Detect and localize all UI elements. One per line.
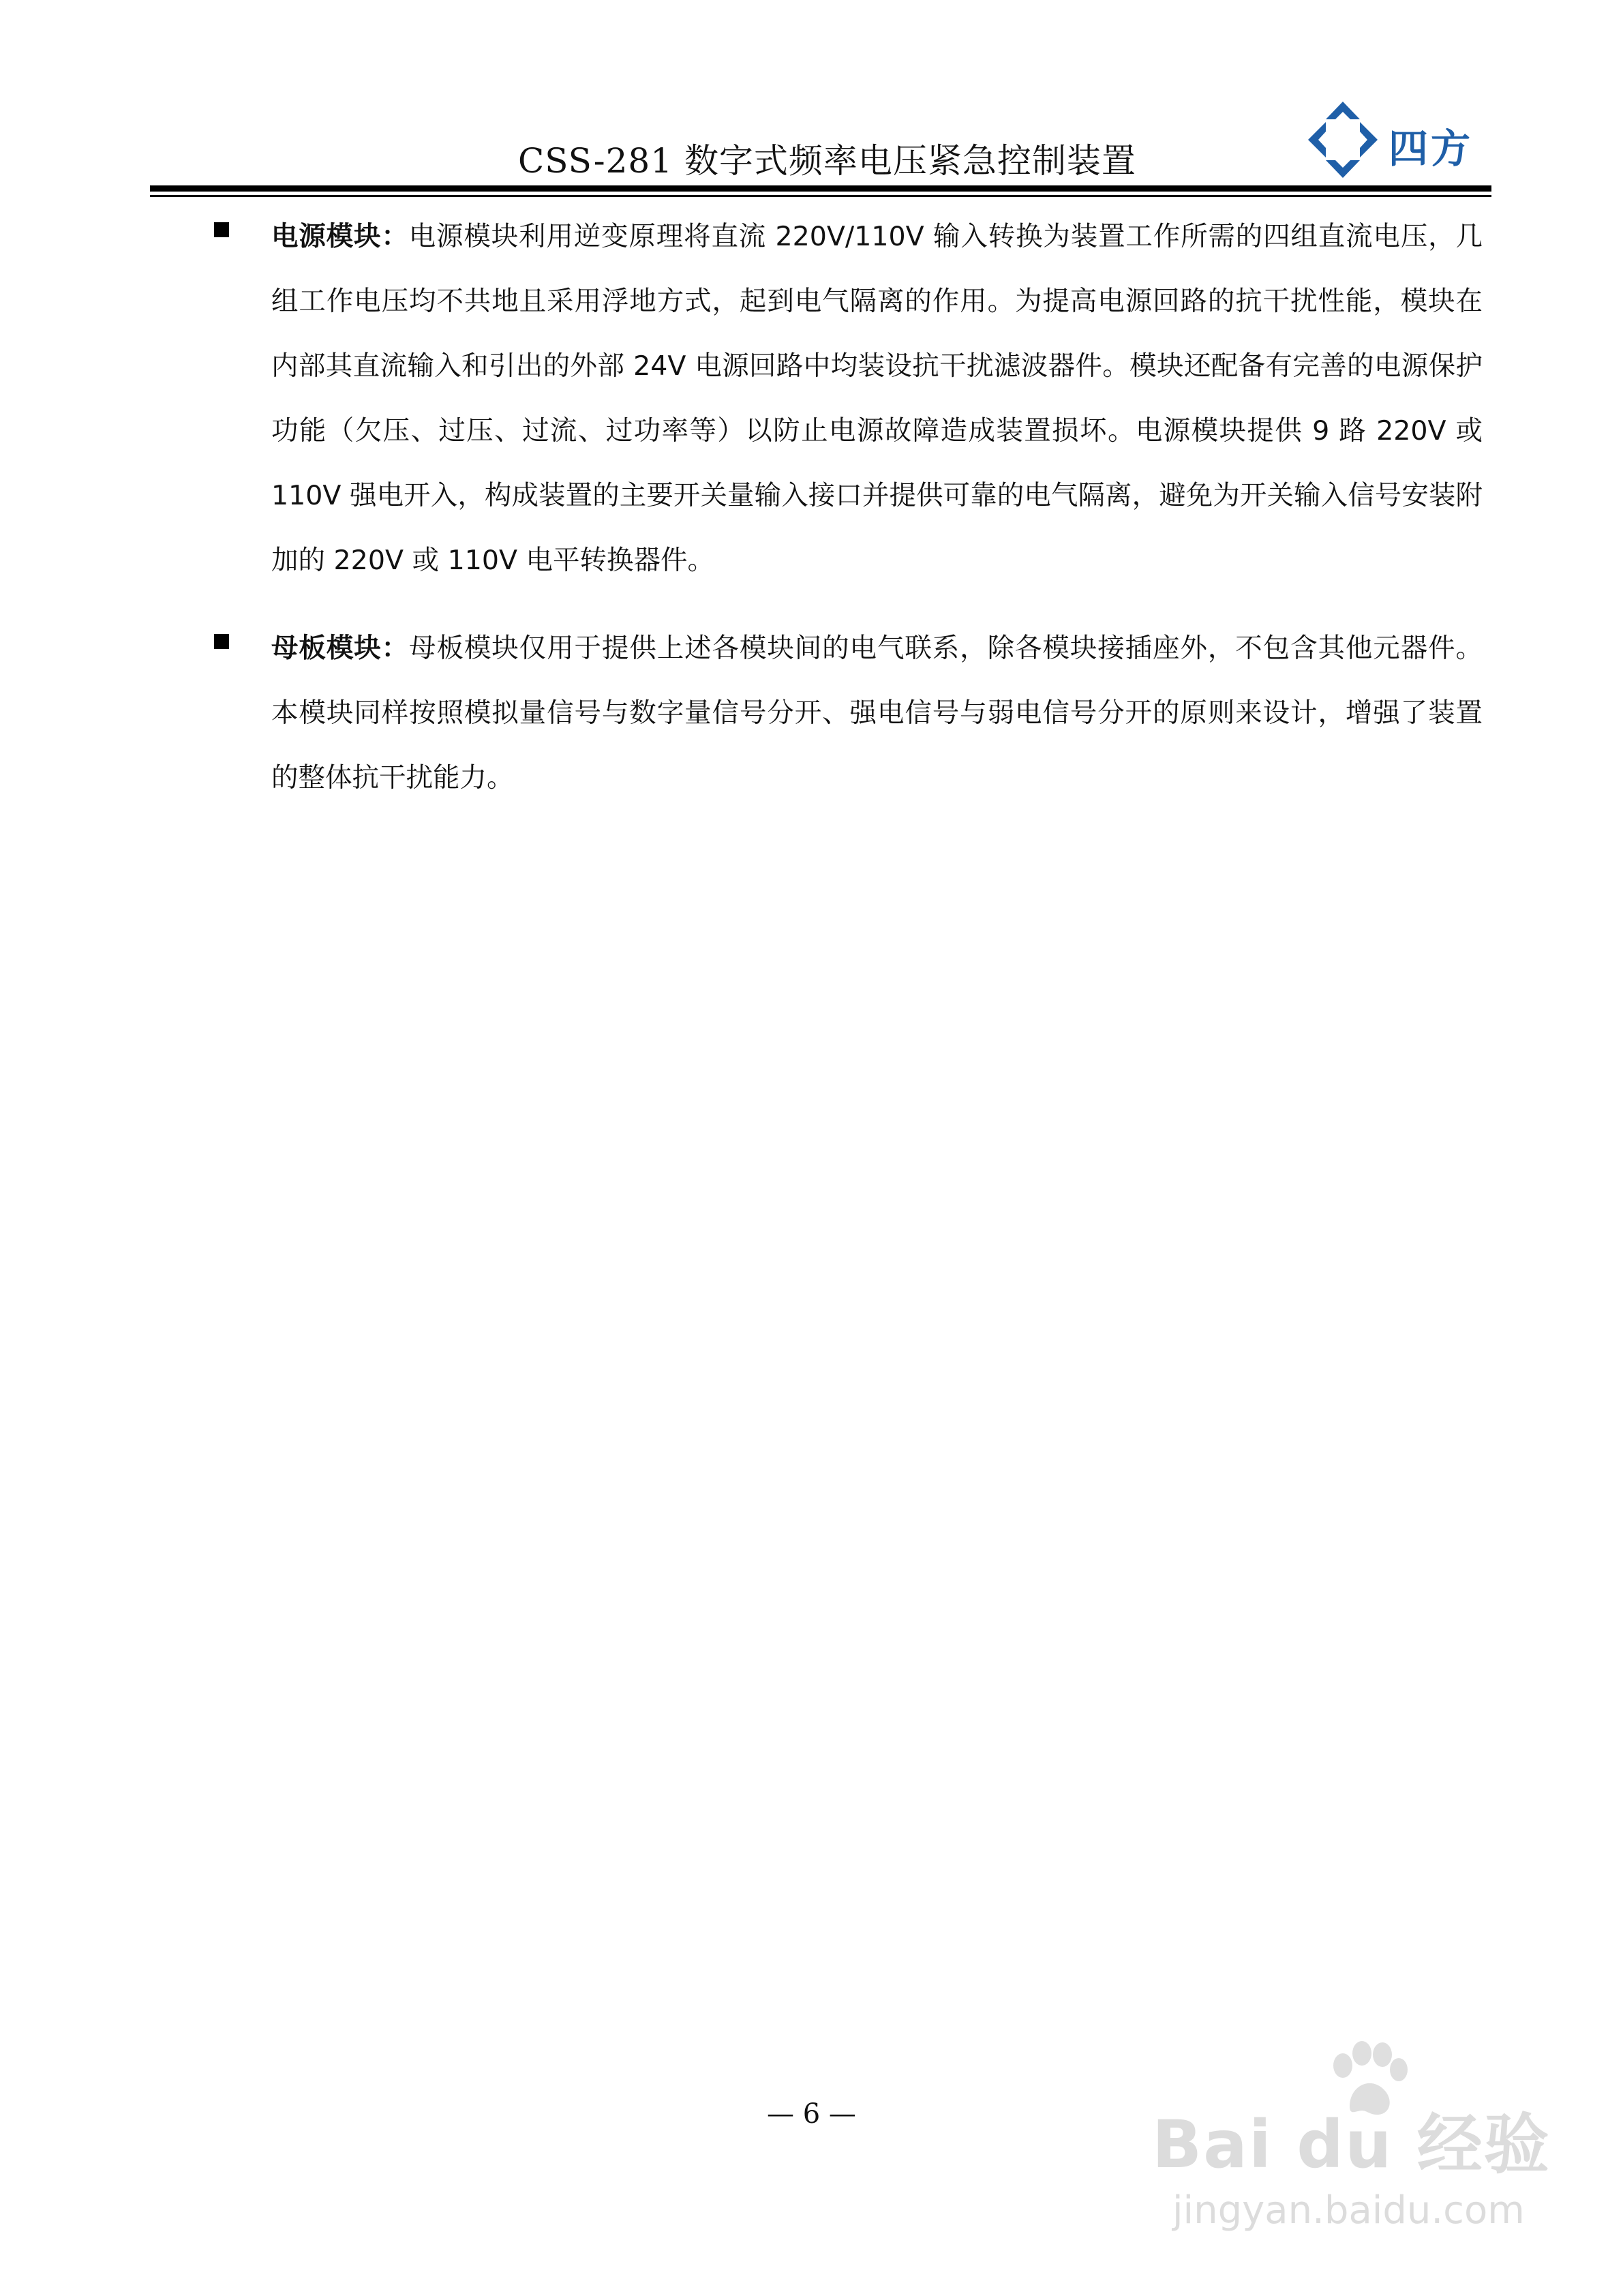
bullet-paragraph (271, 616, 1483, 811)
bullet-lead: 电源模块： (271, 221, 409, 252)
bullet-body: 电源模块利用逆变原理将直流 220V/110V 输入转换为装置工作所需的四组直流电压，几组工作电压均不共地且采用浮地方式，起到电气隔离的作用。为提高电源回路的抗干扰性能，模块在内部其直流输入和引出的外部 24V 电源回路中均装设抗干扰滤波器件。模块还配备有完善的电源保护功能（欠压、过压、过流、过功率等）以防止电源故障造成装置损坏。电源模块提供 9 路 220V 或 110V 强电开入，构成装置的主要开关量输入接口并提供可靠的电气隔离，避免为开关输入信号安装附加的 220V 或 110V 电平转换器件。 (271, 221, 1483, 576)
header-rule-thick (150, 185, 1491, 192)
watermark-brand: Bai du 经验 (1152, 2106, 1551, 2183)
watermark-url: jingyan.baidu.com (1172, 2188, 1525, 2233)
bullet-lead: 母板模块： (271, 633, 410, 664)
document-body (218, 205, 1483, 834)
header-rule-thin (150, 195, 1491, 197)
company-logo-text: 四方 (1389, 125, 1474, 172)
square-bullet-icon (214, 634, 229, 649)
page-number: — 6 — (767, 2098, 856, 2130)
baidu-watermark (1152, 2038, 1551, 2243)
bullet-item-motherboard-module (218, 616, 1483, 811)
document-header-title: CSS-281 数字式频率电压紧急控制装置 (518, 141, 1136, 181)
bullet-body: 母板模块仅用于提供上述各模块间的电气联系，除各模块接插座外，不包含其他元器件。本模块同样按照模拟量信号与数字量信号分开、强电信号与弱电信号分开的原则来设计，增强了装置的整体抗干扰能力。 (271, 633, 1483, 794)
sifang-diamond-logo-icon (1305, 99, 1380, 181)
square-bullet-icon (214, 222, 229, 237)
bullet-item-power-module (218, 205, 1483, 593)
bullet-paragraph (271, 205, 1483, 593)
company-logo (1305, 99, 1489, 181)
